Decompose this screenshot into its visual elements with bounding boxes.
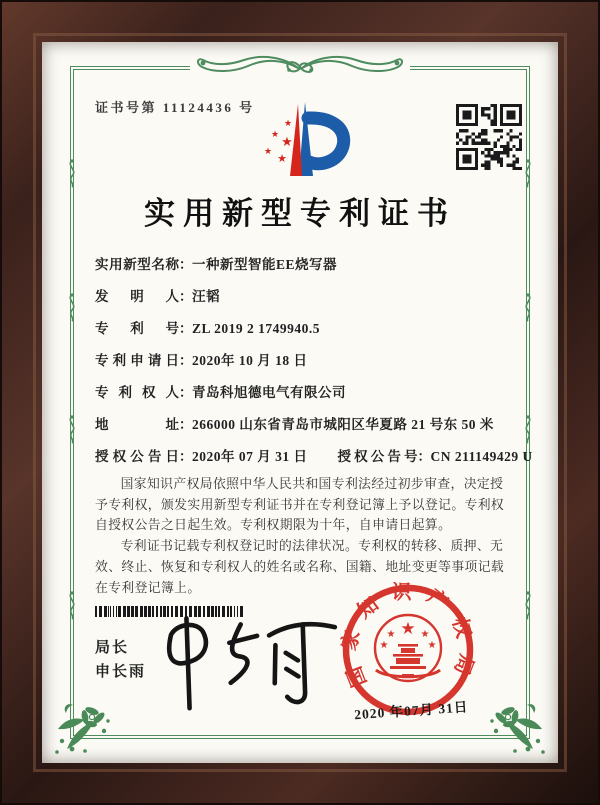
bottom-left-floral-ornament	[52, 697, 114, 757]
field-label: 地址	[95, 417, 179, 432]
svg-text:★: ★	[386, 629, 396, 640]
certificate-number: 证书号第 11124436 号	[95, 100, 255, 115]
field-label: 授权公告号	[337, 449, 418, 464]
handwritten-signature	[156, 599, 350, 726]
field-label: 专利权人	[95, 385, 179, 400]
field-label: 实用新型名称	[95, 257, 179, 272]
field-value: 2020年 07 月 31 日	[192, 449, 308, 464]
top-flourish-ornament	[190, 49, 410, 83]
field-row: 授权公告日：2020年 07 月 31 日 授权公告号：CN 211149429 U	[95, 445, 515, 465]
right-vine-ornament	[521, 590, 535, 620]
seal-date: 2020 年07月 31日	[353, 699, 469, 723]
left-vine-ornament	[65, 292, 79, 322]
left-vine-ornament	[65, 590, 79, 620]
qr-code	[456, 104, 522, 170]
svg-text:★: ★	[270, 129, 280, 139]
field-value: 一种新型智能EE烧写器	[192, 257, 338, 272]
svg-text:★: ★	[263, 146, 273, 156]
field-row: 实用新型名称：一种新型智能EE烧写器	[95, 253, 515, 273]
field-row: 发明人：汪韬	[95, 285, 515, 305]
legal-paragraph-1: 国家知识产权局依照中华人民共和国专利法经过初步审查，决定授予专利权，颁发实用新型专利证书并在专利登记簿上予以登记。专利权自授权公告之日起生效。专利权期限为十年，自申请日起算。	[95, 477, 505, 533]
field-row: 专利号：ZL 2019 2 1749940.5	[95, 317, 515, 337]
field-row: 专利权人：青岛科旭德电气有限公司	[95, 381, 515, 401]
official-title: 局长	[95, 639, 130, 656]
legal-text	[95, 474, 507, 598]
field-label: 专利号	[95, 321, 179, 336]
field-value: CN 211149429 U	[430, 449, 533, 464]
right-vine-ornament	[521, 158, 535, 188]
left-vine-ornament	[65, 158, 79, 188]
grant-number-pair: 授权公告号：CN 211149429 U	[338, 449, 533, 464]
seal-ring-text: 国家知识产权局	[338, 582, 478, 690]
svg-text:★: ★	[420, 629, 430, 640]
cnipa-patent-logo-icon	[258, 94, 354, 180]
legal-paragraph-2: 专利证书记载专利权登记时的法律状况。专利权的转移、质押、无效、终止、恢复和专利权人的姓名或名称、国籍、地址变更等事项记载在专利登记簿上。	[95, 539, 505, 595]
svg-text:★: ★	[281, 134, 293, 149]
right-vine-ornament	[521, 292, 535, 322]
official-name: 申长雨	[95, 663, 147, 680]
field-row: 专利申请日：2020年 10 月 18 日	[95, 349, 515, 369]
field-label: 授权公告日	[95, 449, 179, 464]
svg-text:★: ★	[427, 640, 437, 651]
right-vine-ornament	[521, 414, 535, 444]
field-value: ZL 2019 2 1749940.5	[192, 321, 321, 336]
field-value: 汪韬	[192, 289, 220, 304]
svg-text:★: ★	[400, 619, 416, 638]
field-value: 266000 山东省青岛市城阳区华夏路 21 号东 50 米	[192, 417, 494, 432]
svg-text:★: ★	[379, 640, 389, 651]
official-block	[95, 636, 146, 684]
field-label: 专利申请日	[95, 353, 179, 368]
left-vine-ornament	[65, 414, 79, 444]
field-value: 2020年 10 月 18 日	[192, 353, 308, 368]
field-list	[95, 253, 533, 477]
field-label: 发明人	[95, 289, 179, 304]
field-value: 青岛科旭德电气有限公司	[192, 385, 346, 400]
field-row: 地址：266000 山东省青岛市城阳区华夏路 21 号东 50 米	[95, 413, 515, 433]
svg-text:★: ★	[277, 153, 287, 165]
svg-text:★: ★	[283, 118, 293, 128]
certificate-paper	[42, 42, 558, 763]
certificate-title: 实用新型专利证书	[144, 196, 456, 231]
